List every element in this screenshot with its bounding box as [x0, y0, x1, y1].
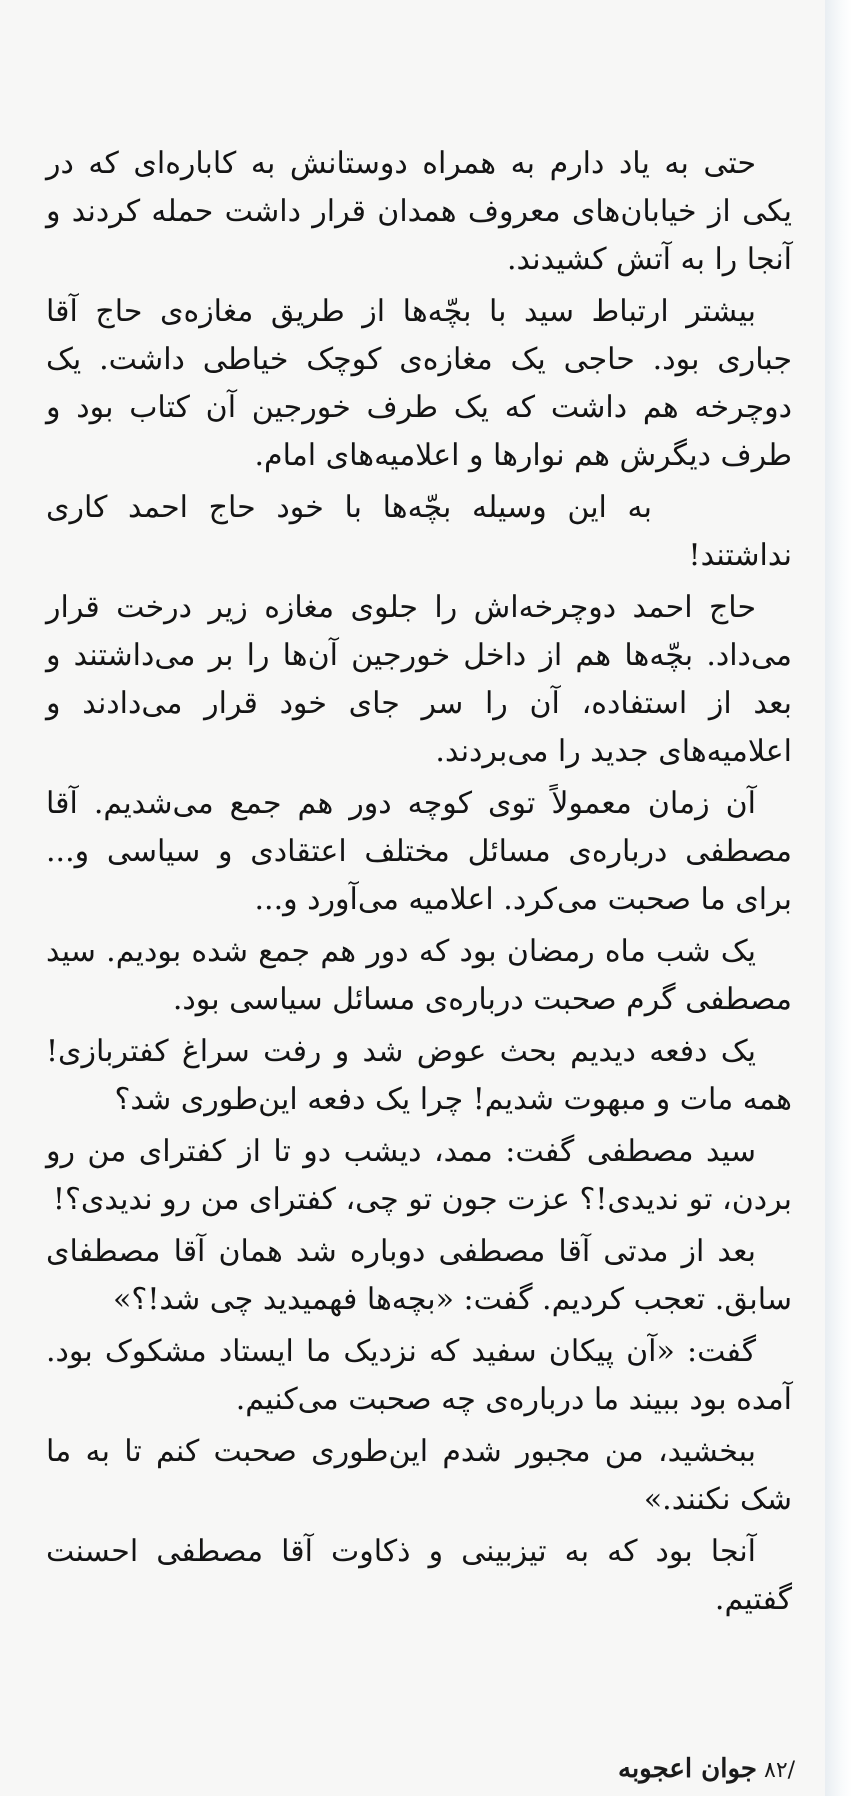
page-number: /۸۲	[764, 1758, 796, 1783]
paragraph: به این وسیله بچّه‌ها با خود حاج احمد کاری نداشتند!	[46, 490, 792, 573]
paragraph: ببخشید، من مجبور شدم این‌طوری صحبت کنم تا به ما شک نکنند.»	[46, 1434, 792, 1517]
paragraph: حاج احمد دوچرخه‌اش را جلوی مغازه زیر درخت قرار می‌داد. بچّه‌ها هم از داخل خورجین آن‌ها را بر می‌داشتند و بعد از استفاده، آن را سر جای خود قرار می‌دادند و اعلامیه‌های جدید را می‌بردند.	[46, 590, 792, 769]
paragraph: یک دفعه دیدیم بحث عوض شد و رفت سراغ کفتربازی! همه مات و مبهوت شدیم! چرا یک دفعه این‌طوری شد؟	[46, 1034, 792, 1117]
page-body-text	[46, 140, 792, 1628]
paragraph: گفت: «آن پیکان سفید که نزدیک ما ایستاد مشکوک بود. آمده بود ببیند ما درباره‌ی چه صحبت می‌کنیم.	[46, 1334, 792, 1417]
paragraph: آن زمان معمولاً توی کوچه دور هم جمع می‌شدیم. آقا مصطفی درباره‌ی مسائل مختلف اعتقادی و سیاسی و... برای ما صحبت می‌کرد. اعلامیه می‌آورد و...	[46, 786, 792, 917]
page-gutter-edge	[825, 0, 852, 1796]
paragraph: بعد از مدتی آقا مصطفی دوباره شد همان آقا مصطفای سابق. تعجب کردیم. گفت: «بچه‌ها فهمیدید چی شد!؟»	[46, 1234, 792, 1317]
page-footer	[618, 1754, 795, 1788]
paragraph: یک شب ماه رمضان بود که دور هم جمع شده بودیم. سید مصطفی گرم صحبت درباره‌ی مسائل سیاسی بود.	[46, 934, 792, 1017]
paragraph: بیشتر ارتباط سید با بچّه‌ها از طریق مغازه‌ی حاج آقا جباری بود. حاجی یک مغازه‌ی کوچک خیاطی داشت. یک دوچرخه هم داشت که یک طرف خورجین آن کتاب بود و طرف دیگرش هم نوارها و اعلامیه‌های امام.	[46, 294, 792, 473]
paragraph: آنجا بود که به تیزبینی و ذکاوت آقا مصطفی احسنت گفتیم.	[46, 1534, 792, 1617]
book-series-title: جوان اعجوبه	[618, 1754, 758, 1784]
paragraph: سید مصطفی گفت: ممد، دیشب دو تا از کفترای من رو بردن، تو ندیدی!؟ عزت جون تو چی، کفترای من رو ندیدی؟!	[46, 1134, 792, 1217]
paragraph: حتی به یاد دارم به همراه دوستانش به کاباره‌ای که در یکی از خیابان‌های معروف همدان قرار داشت حمله کردند و آنجا را به آتش کشیدند.	[46, 146, 792, 277]
